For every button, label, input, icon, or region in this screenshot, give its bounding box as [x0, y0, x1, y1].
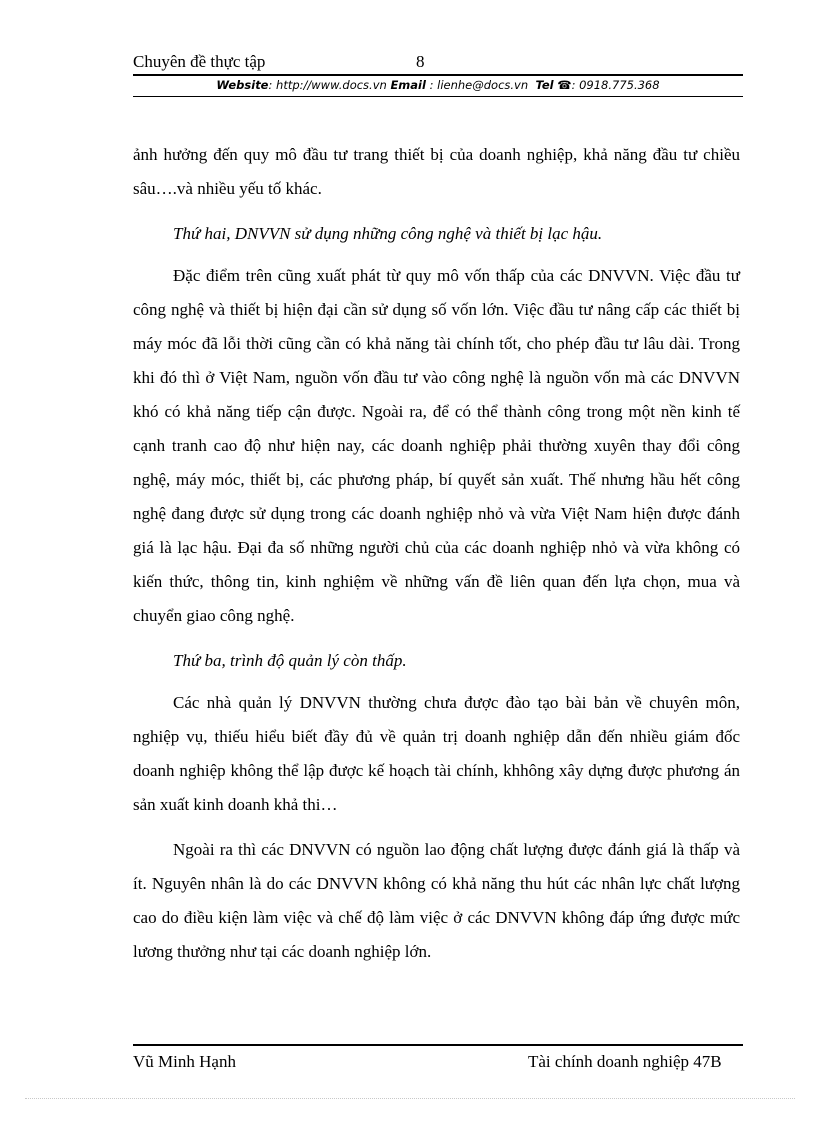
paragraph-4: Ngoài ra thì các DNVVN có nguồn lao động chất lượng được đánh giá là thấp và ít. Nguyên nhân là do các DNVVN không có khả năng thu hút các nhân lực chất lượng cao do điều kiện làm việc và chế độ làm việc ở các DNVVN không đáp ứng được mức lương thưởng như tại các doanh nghiệp lớn. [133, 840, 740, 961]
email-label: Email [390, 78, 426, 92]
website-value: : http://www.docs.vn [268, 78, 387, 92]
phone-icon: ☎ [557, 78, 572, 92]
section-heading-2: Thứ hai, DNVVN sử dụng những công nghệ và thiết bị lạc hậu. [173, 224, 603, 243]
paragraph-1: ảnh hưởng đến quy mô đầu tư trang thiết bị của doanh nghiệp, khả năng đầu tư chiều sâu….và nhiều yếu tố khác. [133, 145, 740, 198]
footer-rule [133, 1044, 743, 1046]
section-heading-3: Thứ ba, trình độ quản lý còn thấp. [173, 651, 407, 670]
page-bottom-divider [25, 1098, 795, 1099]
paragraph-3: Các nhà quản lý DNVVN thường chưa được đào tạo bài bản về chuyên môn, nghiệp vụ, thiếu hiểu biết đầy đủ về quản trị doanh nghiệp dẫn đến nhiều giám đốc doanh nghiệp không thể lập được kế hoạch tài chính, khhông xây dựng được phương án sản xuất kinh doanh khả thi… [133, 693, 740, 814]
tel-label: Tel [535, 78, 554, 92]
contact-line [133, 78, 743, 92]
page-header [133, 52, 743, 74]
header-rule-bottom [133, 96, 743, 97]
website-label: Website [216, 78, 269, 92]
header-rule-top [133, 74, 743, 76]
document-body [133, 138, 740, 980]
header-title: Chuyên đề thực tập [133, 52, 266, 71]
email-value: : lienhe@docs.vn [429, 78, 529, 92]
tel-value: : 0918.775.368 [571, 78, 660, 92]
page-number: 8 [416, 52, 425, 71]
paragraph-2: Đặc điểm trên cũng xuất phát từ quy mô vốn thấp của các DNVVN. Việc đầu tư công nghệ và thiết bị hiện đại cần sử dụng số vốn lớn. Việc đầu tư nâng cấp các thiết bị máy móc đã lỗi thời cũng cần có khả năng tài chính tốt, cho phép đầu tư lâu dài. Trong khi đó thì ở Việt Nam, nguồn vốn đầu tư vào công nghệ là nguồn vốn mà các DNVVN khó có khả năng tiếp cận được. Ngoài ra, để có thể thành công trong một nền kinh tế cạnh tranh cao độ như hiện nay, các doanh nghiệp phải thường xuyên thay đổi công nghệ, máy móc, thiết bị, các phương pháp, bí quyết sản xuất. Thế nhưng hầu hết công nghệ đang được sử dụng trong các doanh nghiệp nhỏ và vừa Việt Nam hiện được đánh giá là lạc hậu. Đại đa số những người chủ của các doanh nghiệp nhỏ và vừa không có kiến thức, thông tin, kinh nghiệm về những vấn đề liên quan đến lựa chọn, mua và chuyển giao công nghệ. [133, 266, 740, 625]
footer-class: Tài chính doanh nghiệp 47B [528, 1052, 722, 1071]
footer-author: Vũ Minh Hạnh [133, 1052, 236, 1071]
